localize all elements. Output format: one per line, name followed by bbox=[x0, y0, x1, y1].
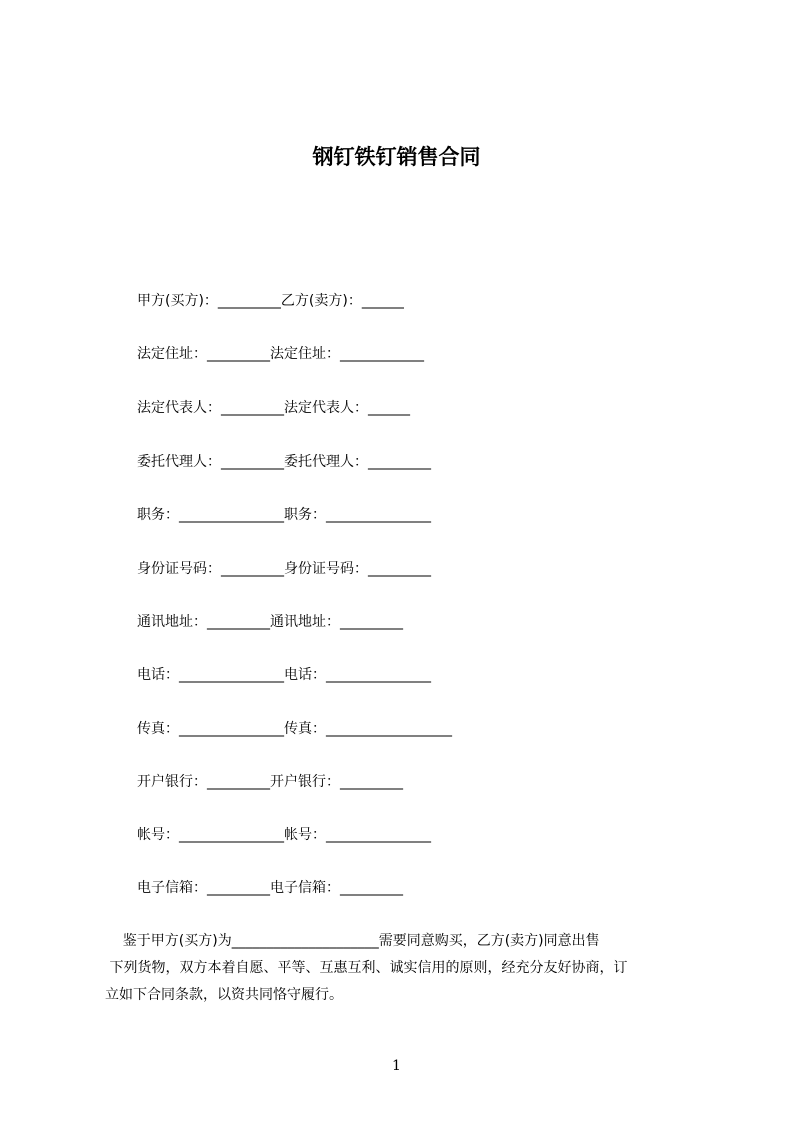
paragraph-line-3: 立如下合同条款，以资共同恪守履行。 bbox=[105, 987, 343, 1003]
paragraph-line-1: 鉴于甲方(买方)为_____________________需要同意购买，乙方(卖方)同意出售 bbox=[105, 933, 600, 949]
field-line-bank: 开户银行：_________开户银行：_________ bbox=[137, 774, 403, 790]
paragraph-line-2: 下列货物，双方本着自愿、平等、互惠互利、诚实信用的原则，经充分友好协商，订 bbox=[105, 960, 628, 976]
field-line-account: 帐号：_______________帐号：_______________ bbox=[137, 827, 431, 843]
field-line-position: 职务：_______________职务：_______________ bbox=[137, 507, 431, 523]
field-line-fax: 传真：_______________传真：__________________ bbox=[137, 721, 452, 737]
page-title: 钢钉铁钉销售合同 bbox=[312, 145, 481, 169]
field-line-email: 电子信箱：_________电子信箱：_________ bbox=[137, 880, 403, 896]
field-line-address: 法定住址：_________法定住址：____________ bbox=[137, 346, 424, 362]
field-line-legal-rep: 法定代表人：_________法定代表人：______ bbox=[137, 400, 410, 416]
field-line-party: 甲方(买方)：_________乙方(卖方)：______ bbox=[137, 293, 404, 309]
field-line-agent: 委托代理人：_________委托代理人：_________ bbox=[137, 454, 431, 470]
field-line-id-number: 身份证号码：_________身份证号码：_________ bbox=[137, 561, 431, 577]
page-number: 1 bbox=[392, 1058, 401, 1074]
field-line-phone: 电话：_______________电话：_______________ bbox=[137, 667, 431, 683]
field-line-mail-address: 通讯地址：_________通讯地址：_________ bbox=[137, 614, 403, 630]
